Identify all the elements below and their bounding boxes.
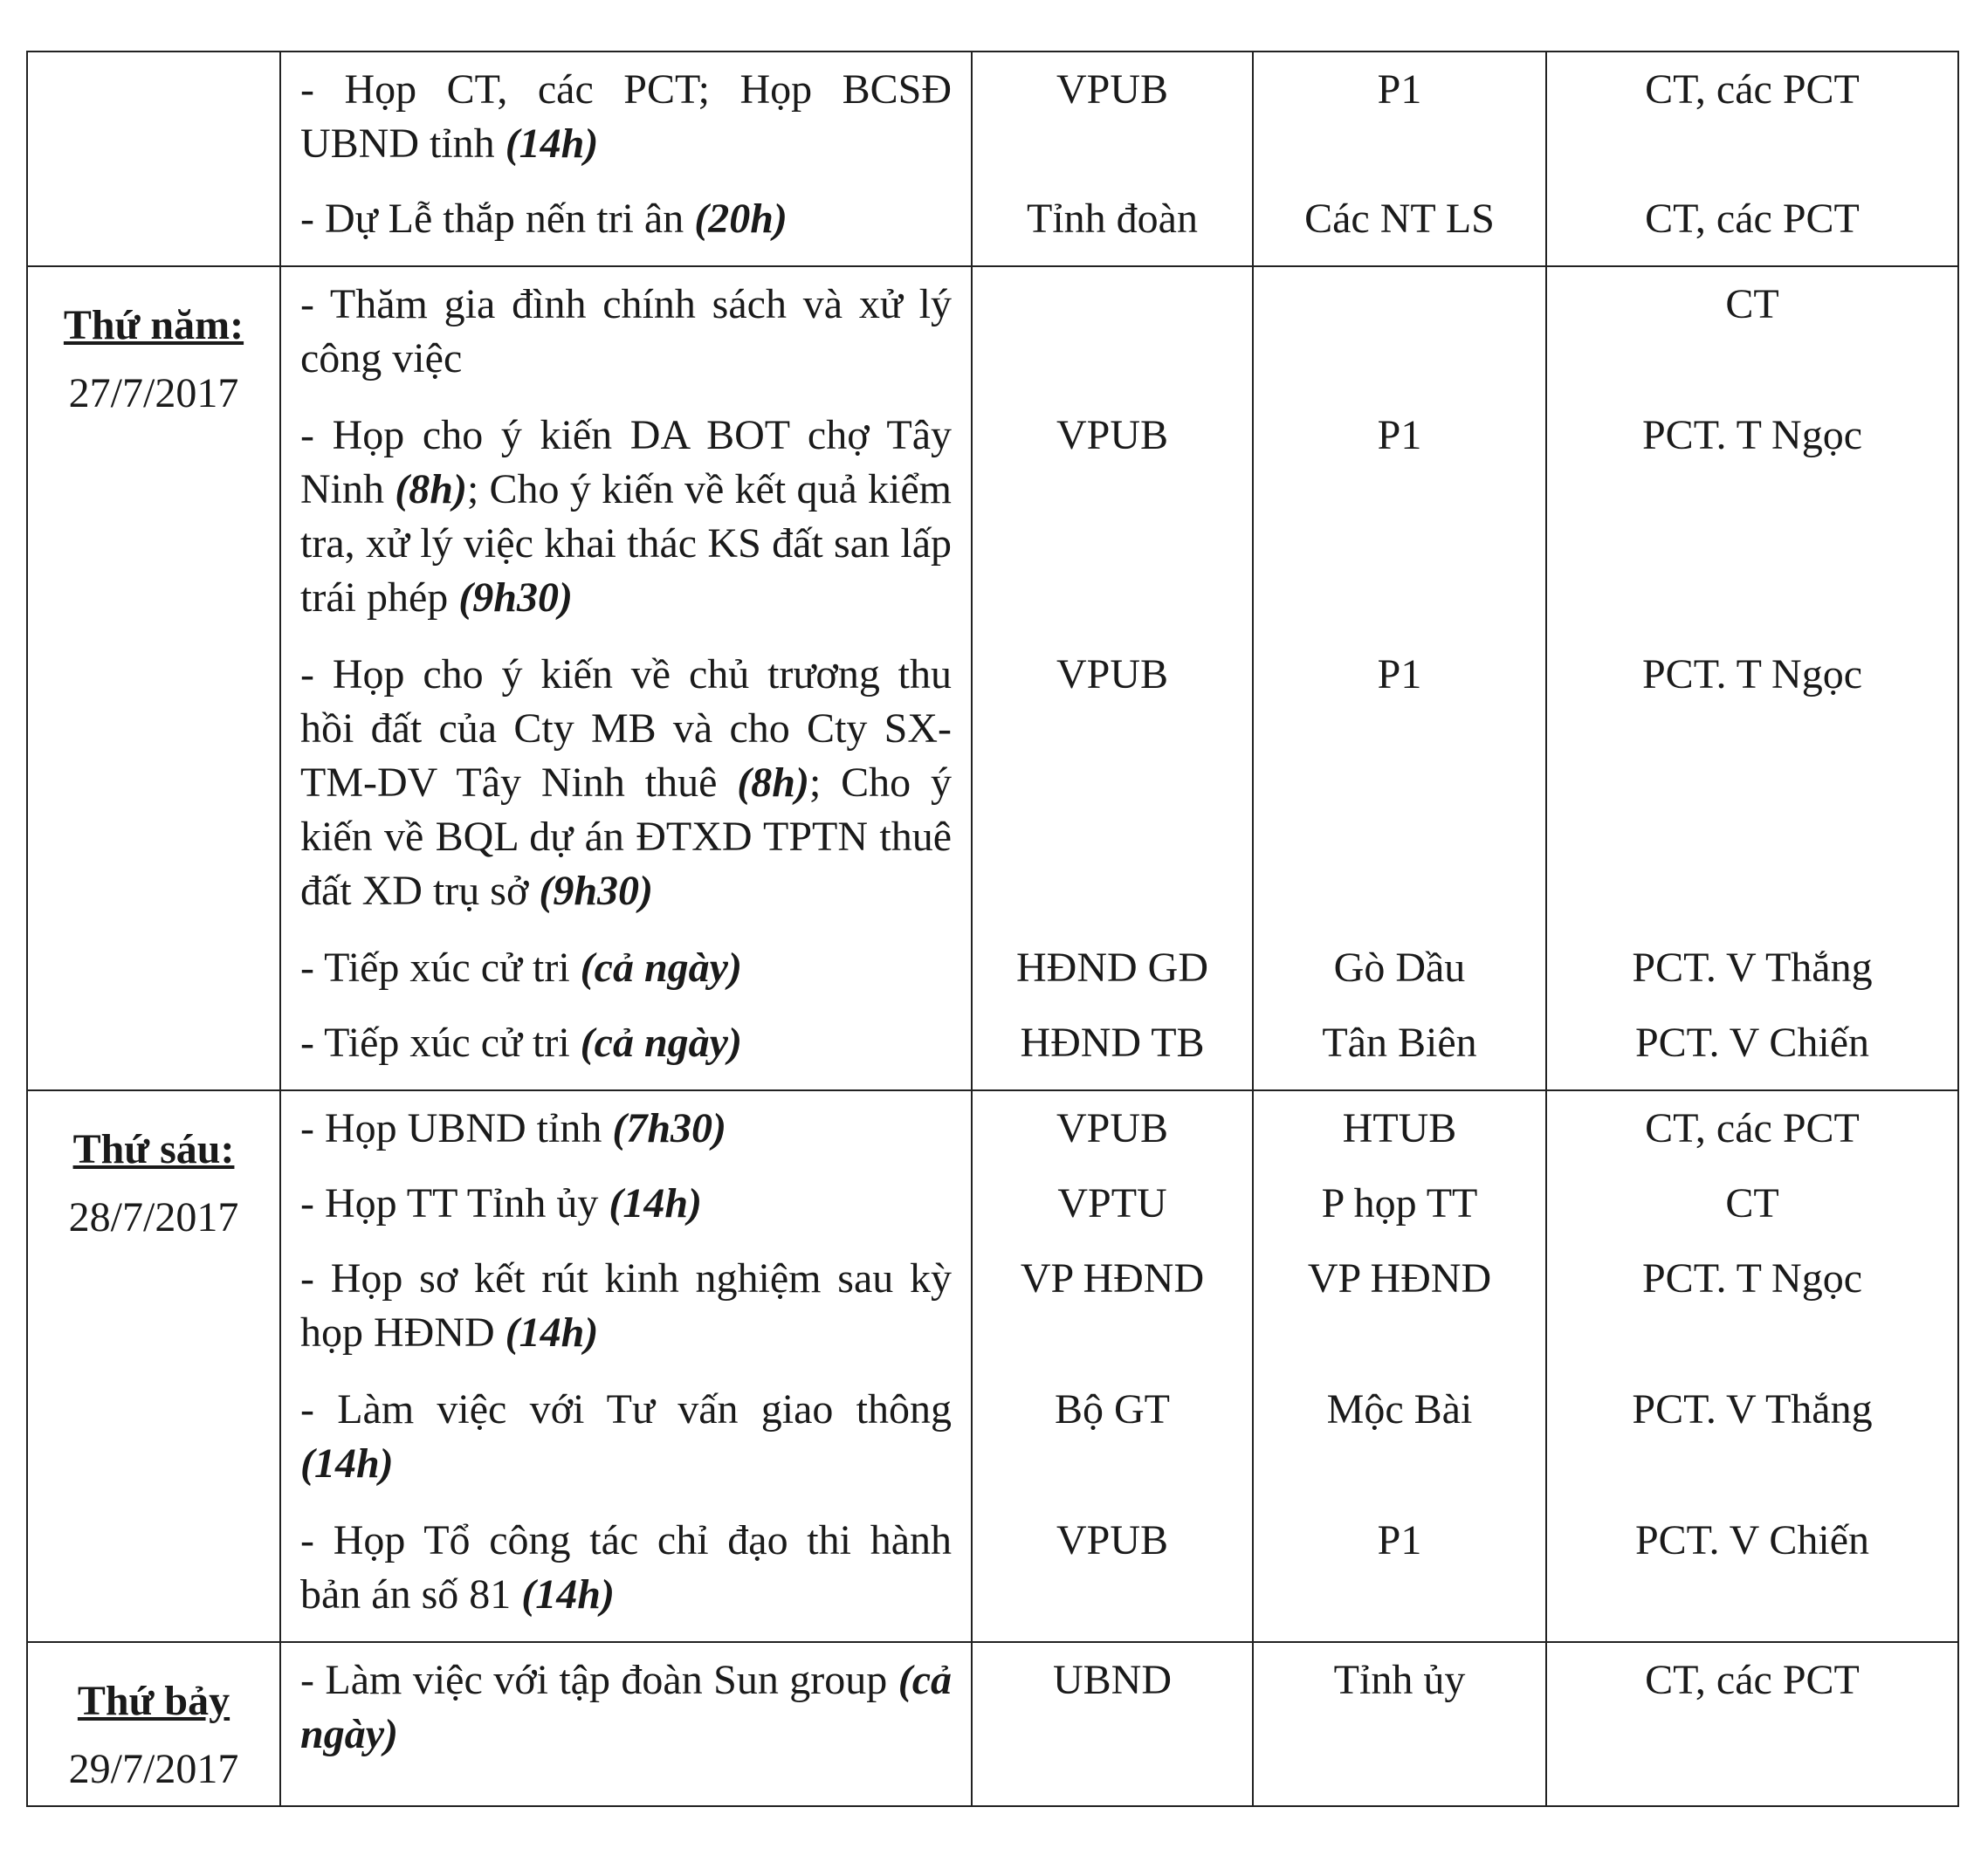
people-value: CT <box>1725 1180 1779 1227</box>
host-value: VPUB <box>1056 66 1169 113</box>
place-value: HTUB <box>1342 1105 1457 1151</box>
day-cell <box>27 52 280 266</box>
task-item: - Làm việc với tập đoàn Sun group (cả ngày) <box>300 1657 952 1757</box>
people-value: CT, các PCT <box>1645 1105 1860 1151</box>
task-item: - Dự Lễ thắp nến tri ân (20h) <box>300 196 788 242</box>
people-value: CT <box>1725 281 1779 327</box>
host-value: VPUB <box>1056 1517 1169 1563</box>
place-value: P họp TT <box>1321 1180 1478 1227</box>
task-cell <box>280 52 972 266</box>
place-value: P1 <box>1377 651 1422 697</box>
place-cell <box>1253 1090 1546 1642</box>
task-item: - Họp UBND tỉnh (7h30) <box>300 1105 726 1151</box>
people-value: PCT. T Ngọc <box>1641 1255 1863 1302</box>
people-cell <box>1546 52 1958 266</box>
host-value: VP HĐND <box>1020 1255 1205 1302</box>
place-value: Mộc Bài <box>1326 1386 1473 1433</box>
host-cell <box>972 1642 1253 1806</box>
day-date: 28/7/2017 <box>68 1194 239 1240</box>
task-item: - Thăm gia đình chính sách và xử lý công việc <box>300 281 952 381</box>
place-value <box>1254 278 1545 386</box>
place-value: Tân Biên <box>1322 1020 1477 1066</box>
day-cell <box>27 1090 280 1642</box>
people-value: PCT. T Ngọc <box>1641 651 1863 697</box>
host-value: VPUB <box>1056 412 1169 458</box>
host-value: VPUB <box>1056 651 1169 697</box>
schedule-row-thursday <box>27 266 1958 1090</box>
host-value: UBND <box>1052 1657 1172 1703</box>
people-value: PCT. V Thắng <box>1632 945 1873 991</box>
host-cell <box>972 1090 1253 1642</box>
schedule-table <box>26 51 1959 1807</box>
task-item: - Họp sơ kết rút kinh nghiệm sau kỳ họp HĐND (14h) <box>300 1255 952 1356</box>
task-item: - Tiếp xúc cử tri (cả ngày) <box>300 945 742 991</box>
people-value: CT, các PCT <box>1645 196 1860 242</box>
day-name: Thứ năm: <box>63 302 244 348</box>
people-cell <box>1546 266 1958 1090</box>
day-cell <box>27 266 280 1090</box>
host-cell <box>972 52 1253 266</box>
people-value: CT, các PCT <box>1645 66 1860 113</box>
people-cell <box>1546 1642 1958 1806</box>
task-item: - Làm việc với Tư vấn giao thông (14h) <box>300 1386 952 1487</box>
host-value: HĐND TB <box>1020 1020 1205 1066</box>
place-value: Tỉnh ủy <box>1333 1657 1466 1703</box>
schedule-row-saturday <box>27 1642 1958 1806</box>
day-name: Thứ sáu: <box>72 1126 235 1172</box>
place-value: VP HĐND <box>1307 1255 1492 1302</box>
host-cell <box>972 266 1253 1090</box>
place-value: P1 <box>1377 66 1422 113</box>
day-date: 27/7/2017 <box>68 370 239 416</box>
people-value: PCT. T Ngọc <box>1641 412 1863 458</box>
task-item: - Họp cho ý kiến DA BOT chợ Tây Ninh (8h); Cho ý kiến về kết quả kiểm tra, xử lý việc khai thác KS đất san lấp trái phép (9h30) <box>300 412 953 621</box>
place-value: P1 <box>1377 1517 1422 1563</box>
people-cell <box>1546 1090 1958 1642</box>
day-date: 29/7/2017 <box>68 1746 239 1792</box>
task-cell <box>280 1090 972 1642</box>
task-cell <box>280 1642 972 1806</box>
host-value: HĐND GD <box>1016 945 1208 991</box>
host-value: VPUB <box>1056 1105 1169 1151</box>
people-value: PCT. V Chiến <box>1634 1517 1870 1563</box>
place-value: Các NT LS <box>1304 196 1495 242</box>
people-value: PCT. V Thắng <box>1632 1386 1873 1433</box>
day-cell <box>27 1642 280 1806</box>
place-value: Gò Dầu <box>1333 945 1466 991</box>
host-value <box>973 278 1252 386</box>
task-item: - Họp CT, các PCT; Họp BCSĐ UBND tỉnh (14h) <box>300 66 952 167</box>
host-value: Bộ GT <box>1055 1386 1170 1433</box>
task-item: - Họp Tổ công tác chỉ đạo thi hành bản án số 81 (14h) <box>300 1517 952 1618</box>
task-item: - Họp cho ý kiến về chủ trương thu hồi đất của Cty MB và cho Cty SX-TM-DV Tây Ninh thuê (8h); Cho ý kiến về BQL dự án ĐTXD TPTN thuê đất XD trụ sở (9h30) <box>300 651 952 914</box>
schedule-row-continuation <box>27 52 1958 266</box>
task-cell <box>280 266 972 1090</box>
host-value: Tỉnh đoàn <box>1027 196 1198 242</box>
task-item: - Họp TT Tỉnh ủy (14h) <box>300 1180 703 1227</box>
day-name: Thứ bảy <box>77 1678 230 1724</box>
task-item: - Tiếp xúc cử tri (cả ngày) <box>300 1020 742 1066</box>
host-value: VPTU <box>1057 1180 1167 1227</box>
place-cell <box>1253 1642 1546 1806</box>
place-cell <box>1253 266 1546 1090</box>
people-value: CT, các PCT <box>1645 1657 1860 1703</box>
place-value: P1 <box>1377 412 1422 458</box>
place-cell <box>1253 52 1546 266</box>
people-value: PCT. V Chiến <box>1634 1020 1870 1066</box>
schedule-row-friday <box>27 1090 1958 1642</box>
